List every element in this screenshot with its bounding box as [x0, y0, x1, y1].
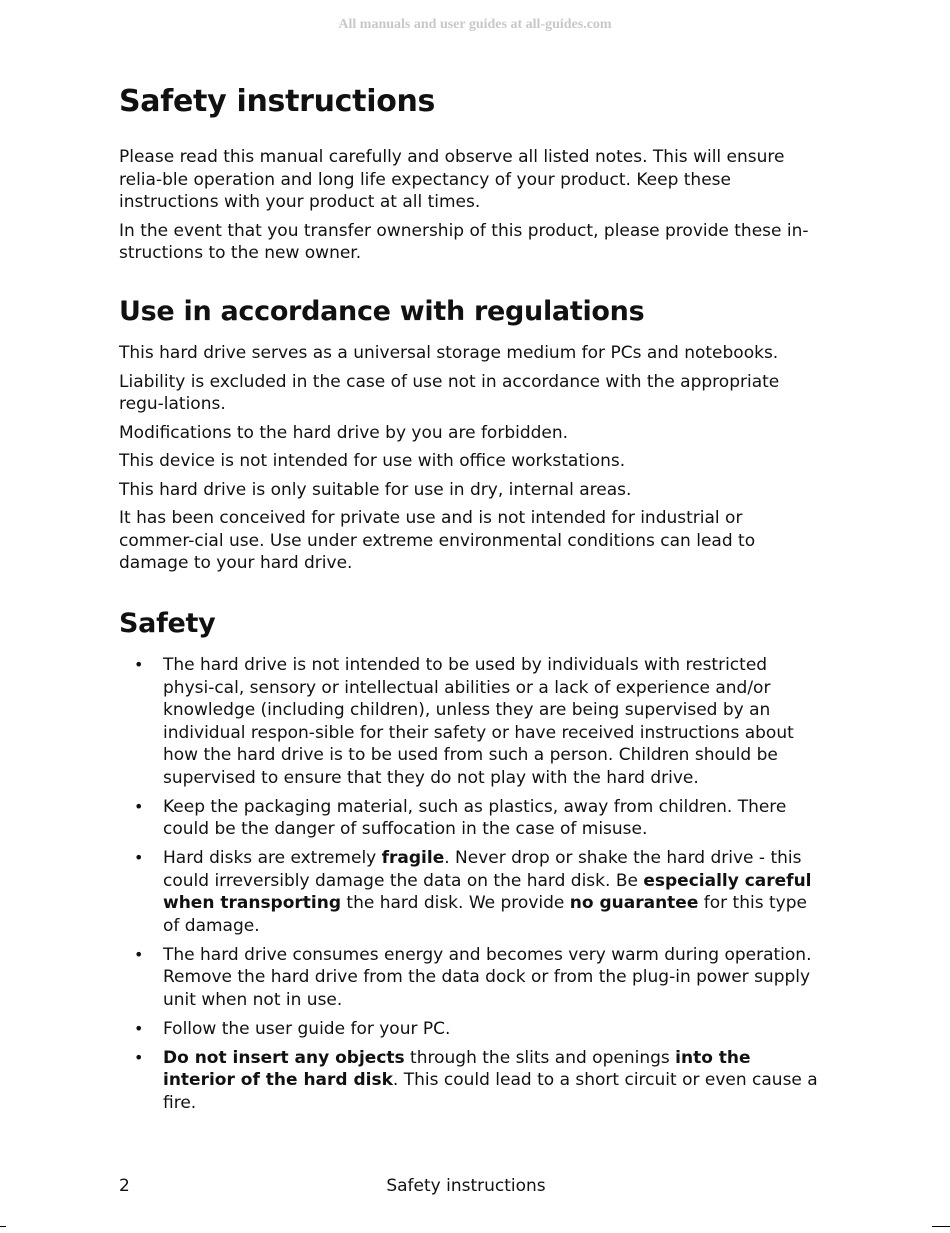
watermark: All manuals and user guides at all-guides.com: [338, 17, 612, 32]
safety-list-item: [119, 944, 819, 1012]
bullet-icon: •: [134, 944, 144, 964]
crop-mark: [0, 1226, 6, 1227]
item-text: Hard disks are extremely: [163, 848, 382, 868]
page-title: Safety instructions: [119, 84, 436, 119]
bold-text: into the interior of the hard disk: [163, 1047, 751, 1090]
item-text: The hard drive consumes energy and becomes very warm during operation. Remove the hard drive from the data dock or from the plug-in power supply unit when not in use.: [163, 944, 812, 1010]
bullet-icon: •: [134, 655, 144, 674]
safety-list-item: [119, 847, 819, 937]
safety-list: [119, 654, 819, 1121]
regulations-paragraph: It has been conceived for private use and is not intended for industrial or commer-cial use. Use under extreme environmental conditions can lead to damage to your hard drive.: [119, 508, 756, 573]
bold-text: especially careful when transporting: [163, 870, 812, 913]
page-number: 2: [119, 1176, 130, 1196]
regulations-block: [119, 342, 809, 581]
safety-heading: Safety: [119, 608, 216, 639]
item-text: the hard disk. We provide: [341, 893, 570, 913]
bullet-icon: •: [134, 1047, 144, 1067]
intro-paragraph: In the event that you transfer ownership of this product, please provide these in-structions to the new owner.: [119, 220, 809, 263]
safety-list-item: [119, 1018, 819, 1041]
intro-paragraph: Please read this manual carefully and observe all listed notes. This will ensure relia-ble operation and long life expectancy of your product. Keep these instructions with your product at all times.: [119, 147, 785, 212]
bullet-icon: •: [134, 796, 144, 816]
safety-list-item: [119, 1047, 819, 1115]
bullet-icon: •: [134, 1018, 144, 1038]
item-text: The hard drive is not intended to be used by individuals with restricted physi-cal, sensory or intellectual abilities or a lack of experience and/or knowledge (including children), unless they are being supervised by an individual respon-sible for their safety or have received instructions about how the hard drive is to be used from such a person. Children should be supervised to ensure that they do not play with the hard drive.: [163, 655, 794, 788]
regulations-heading: Use in accordance with regulations: [119, 296, 645, 327]
crop-mark: [932, 1226, 950, 1227]
item-text: . This could lead to a short circuit or even cause a fire.: [163, 1070, 818, 1113]
bold-text: no guarantee: [569, 893, 699, 913]
regulations-paragraph: This hard drive is only suitable for use in dry, internal areas.: [119, 479, 632, 500]
bullet-icon: •: [134, 848, 144, 867]
regulations-paragraph: Liability is excluded in the case of use not in accordance with the appropriate regu-lations.: [119, 371, 780, 414]
regulations-paragraph: This hard drive serves as a universal storage medium for PCs and notebooks.: [119, 343, 779, 363]
intro-block: [119, 146, 809, 271]
safety-list-item: [119, 654, 819, 789]
safety-list-item: [119, 796, 819, 841]
item-text: through the slits and openings: [404, 1047, 676, 1068]
regulations-paragraph: Modifications to the hard drive by you are forbidden.: [119, 422, 569, 443]
item-text: Follow the user guide for your PC.: [163, 1018, 451, 1039]
item-text: . Never drop or shake the hard drive - this could irreversibly damage the data on the hard disk. Be: [163, 848, 802, 891]
item-text: for this type of damage.: [163, 893, 807, 936]
regulations-paragraph: This device is not intended for use with office workstations.: [119, 451, 626, 471]
bold-text: fragile: [381, 848, 445, 868]
bold-text: Do not insert any objects: [163, 1047, 405, 1068]
footer-section-title: Safety instructions: [386, 1176, 546, 1196]
item-text: Keep the packaging material, such as plastics, away from children. There could be the danger of suffocation in the case of misuse.: [163, 796, 787, 839]
